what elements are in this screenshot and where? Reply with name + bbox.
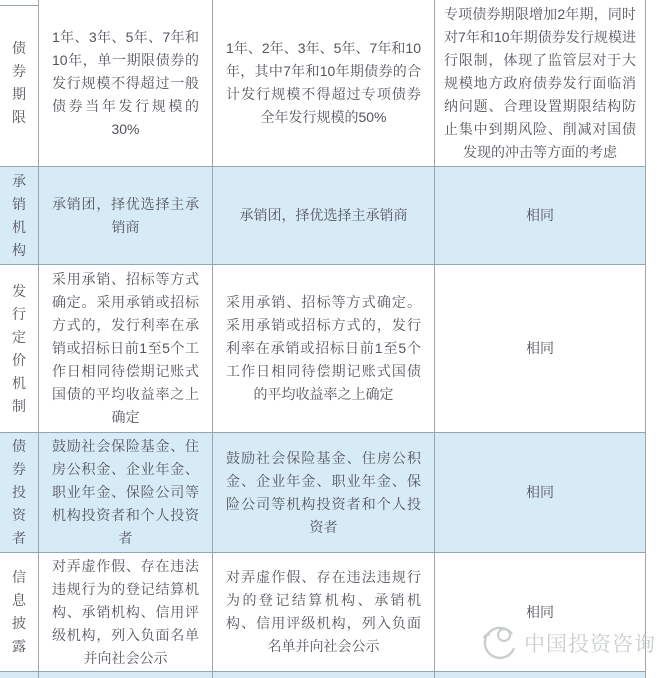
row-header-cell [0,553,39,671]
row-header-cell [0,672,39,678]
special-bond-text: 采用承销、招标等方式确定。采用承销或招标方式的，发行利率在承销或招标日前1至5个工作日相同待偿期记账式国债的平均收益率之上确定 [226,294,421,402]
row-header-cell [0,433,39,552]
comparison-text: 专项债券期限增加2年期，同时对7年和10年期债券发行规模进行限制，体现了监管层对于大规模地方政府债券发行面临消纳问题、合理设置期限结构防止集中到期风险、削减对国债发现的冲击等方面的考虑 [444,5,636,160]
row-header-label: 信息披露 [12,569,26,654]
table-row [0,167,646,265]
comparison-text: 相同 [526,340,554,356]
row-header-cell [0,167,39,264]
general-bond-text: 1年、3年、5年、7年和10年，单一期限债券的发行规模不得超过一般债券当年发行规模的30% [52,28,199,137]
table-row [0,0,646,167]
special-bond-text: 承销团，择优选择主承销商 [239,207,408,223]
table-row-partial [0,672,646,678]
comparison-cell [435,167,646,264]
general-bond-cell [39,0,213,166]
special-bond-text: 鼓励社会保险基金、住房公积金、企业年金、职业年金、保险公司等机构投资者和个人投资者 [226,449,421,535]
row-header-label: 债券投资者 [12,438,26,546]
general-bond-cell [39,553,213,671]
table-row [0,433,646,553]
row-header-label: 债券期限 [12,40,26,125]
general-bond-text: 承销团，择优选择主承销商 [52,195,199,235]
comparison-cell [435,265,646,432]
general-bond-cell [39,672,213,678]
comparison-cell [435,0,646,166]
special-bond-text: 对弄虚作假、存在违法违规行为的登记结算机构、承销机构、信用评级机构，列入负面名单并向社会公示 [226,569,421,654]
comparison-cell [435,672,646,678]
row-header-cell [0,0,39,166]
watermark-text: 中国投资咨询 [524,633,656,656]
row-header-label: 承销机构 [12,172,26,258]
general-bond-text: 对弄虚作假、存在违法违规行为的登记结算机构、承销机构、信用评级机构，列入负面名单并向社会公示 [52,557,199,666]
comparison-text: 相同 [526,484,554,500]
special-bond-cell [213,167,435,264]
general-bond-cell [39,433,213,552]
general-bond-text: 鼓励社会保险基金、住房公积金、企业年金、职业年金、保险公司等机构投资者和个人投资者 [52,438,199,546]
special-bond-text: 1年、2年、3年、5年、7年和10年，其中7年和10年期债券的合计发行规模不得超过专项债券全年发行规模的50% [226,40,421,125]
general-bond-cell [39,265,213,432]
special-bond-cell [213,433,435,552]
table-top-border-segment [0,5,39,6]
special-bond-cell [213,0,435,166]
comparison-text: 相同 [526,207,554,223]
table-row [0,265,646,433]
comparison-text: 相同 [526,603,554,620]
watermark [474,620,656,666]
special-bond-cell [213,265,435,432]
company-logo-swirl-icon [474,620,520,666]
general-bond-text: 采用承销、招标等方式确定。采用承销或招标方式的，发行利率在承销或招标日前1至5个工作日相同待偿期记账式国债的平均收益率之上确定 [52,271,199,425]
special-bond-cell [213,672,435,678]
general-bond-cell [39,167,213,264]
row-header-cell [0,265,39,432]
special-bond-cell [213,553,435,671]
comparison-cell [435,433,646,552]
row-header-label: 发行定价机制 [12,282,26,414]
